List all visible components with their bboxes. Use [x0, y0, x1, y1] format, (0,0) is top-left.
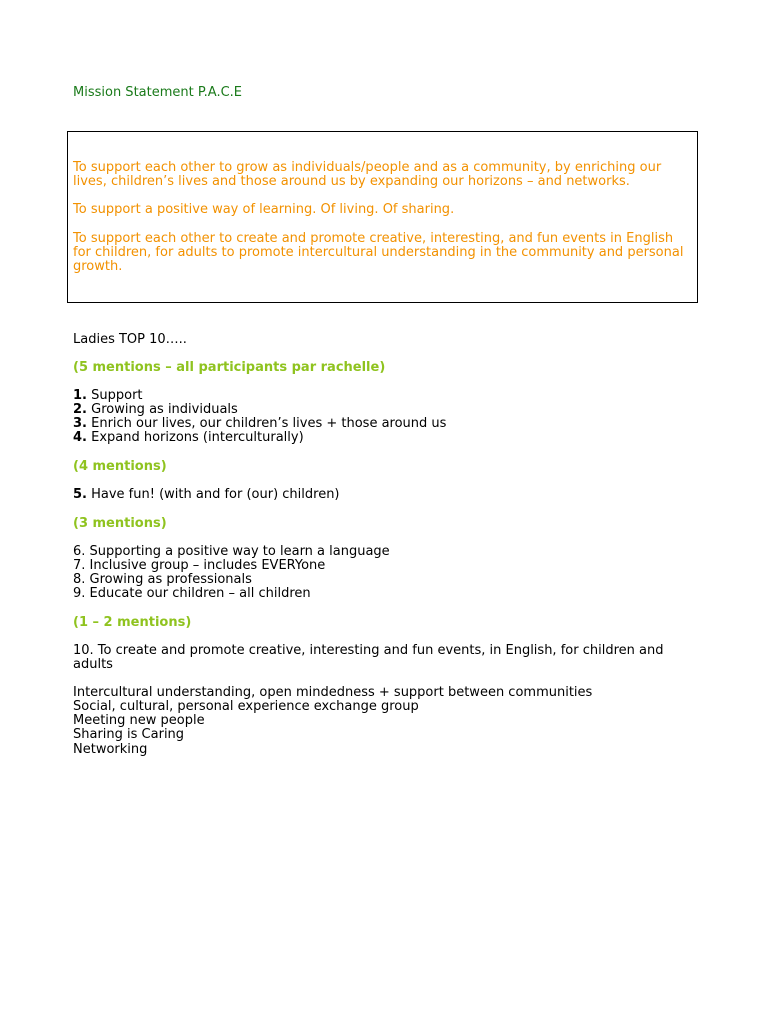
extra-item: Networking [73, 742, 148, 757]
list-item-number: 4. [73, 430, 87, 445]
list-item-text: Support [86, 388, 143, 403]
list-item [73, 431, 304, 445]
mission-paragraph: To support each other to create and promote creative, interesting, and fun events in English for children, for adults to promote intercultural understanding in the community and personal growth. [73, 231, 684, 275]
extra-item: Meeting new people [73, 713, 205, 728]
list-item-text: Expand horizons (interculturally) [86, 430, 304, 445]
mentions-heading: (4 mentions) [73, 459, 167, 474]
list-item-text: Have fun! (with and for (our) children) [86, 487, 340, 502]
mentions-heading: (5 mentions – all participants par rachelle) [73, 360, 386, 375]
top10-heading: Ladies TOP 10….. [73, 332, 187, 347]
extra-item: Intercultural understanding, open mindedness + support between communities [73, 685, 593, 700]
mission-paragraph: To support a positive way of learning. Of living. Of sharing. [73, 202, 455, 217]
list-item-text: Enrich our lives, our children’s lives + those around us [86, 416, 447, 431]
list-item-number: 1. [73, 388, 87, 403]
document-title: Mission Statement P.A.C.E [73, 85, 243, 100]
list-item: 7. Inclusive group – includes EVERYone [73, 558, 326, 573]
mission-statement-box [67, 131, 698, 303]
list-item-text: Growing as individuals [86, 402, 238, 417]
list-item: 9. Educate our children – all children [73, 586, 311, 601]
extra-item: Social, cultural, personal experience exchange group [73, 699, 419, 714]
list-item: 10. To create and promote creative, interesting and fun events, in English, for children and adults [73, 643, 664, 673]
list-item-number: 2. [73, 402, 87, 417]
mission-paragraph: To support each other to grow as individuals/people and as a community, by enriching our lives, children’s lives and those around us by expanding our horizons – and networks. [73, 160, 662, 190]
mentions-heading: (1 – 2 mentions) [73, 615, 192, 630]
list-item-number: 5. [73, 487, 87, 502]
list-item [73, 488, 340, 502]
list-item-number: 3. [73, 416, 87, 431]
list-item: 6. Supporting a positive way to learn a language [73, 544, 390, 559]
list-item: 8. Growing as professionals [73, 572, 252, 587]
extra-item: Sharing is Caring [73, 727, 185, 742]
mentions-heading: (3 mentions) [73, 516, 167, 531]
